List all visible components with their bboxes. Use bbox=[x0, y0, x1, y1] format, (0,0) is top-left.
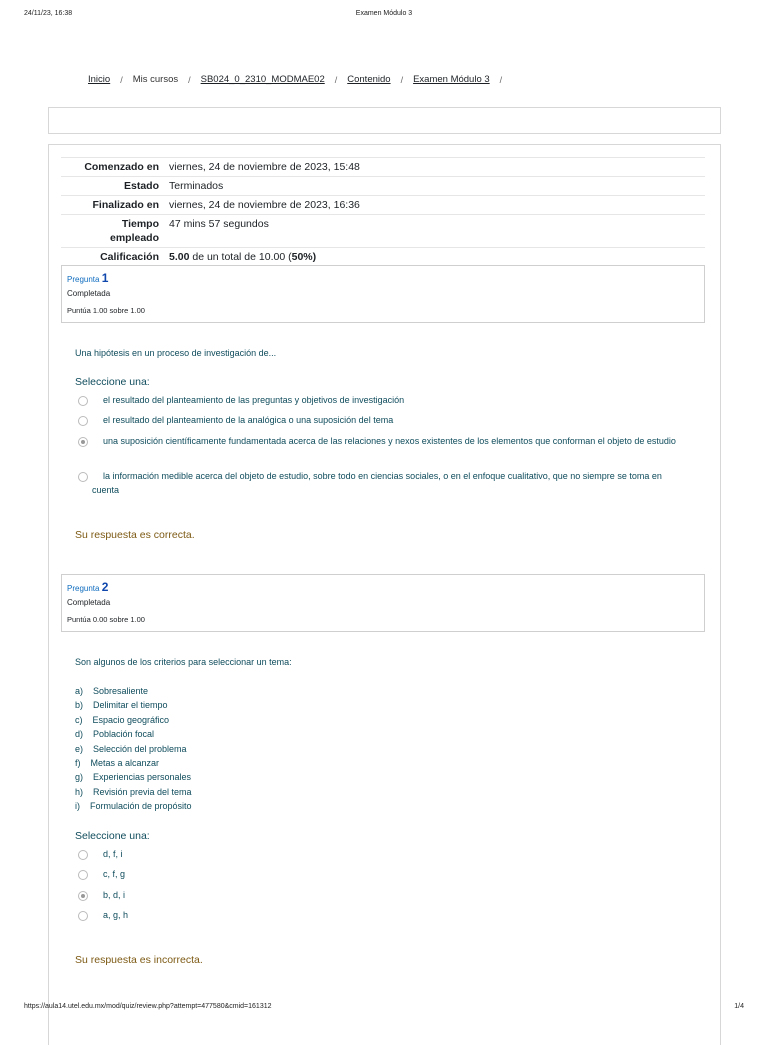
list-item: i) Formulación de propósito bbox=[75, 801, 192, 812]
finished-value: viernes, 24 de noviembre de 2023, 16:36 bbox=[165, 196, 705, 215]
grade-value bbox=[165, 248, 705, 267]
question-2-prompt: Seleccione una: bbox=[75, 830, 150, 842]
grade-score: 5.00 bbox=[169, 251, 190, 263]
option-label: una suposición científicamente fundamentada acerca de las relaciones y nexos existentes de los elementos que conforman el objeto de estudio bbox=[103, 436, 676, 446]
question-prefix: Pregunta bbox=[67, 275, 100, 284]
print-date: 24/11/23, 16:38 bbox=[24, 10, 73, 17]
breadcrumb bbox=[88, 74, 512, 85]
print-header bbox=[0, 10, 768, 22]
time-value: 47 mins 57 segundos bbox=[165, 215, 705, 248]
question-2-feedback: Su respuesta es incorrecta. bbox=[75, 954, 203, 966]
breadcrumb-separator: / bbox=[334, 74, 338, 85]
summary-row-time bbox=[61, 215, 705, 248]
question-2-number bbox=[67, 580, 108, 594]
summary-row-state bbox=[61, 177, 705, 196]
breadcrumb-separator: / bbox=[400, 74, 404, 85]
started-label: Comenzado en bbox=[61, 158, 165, 177]
question-1-grade: Puntúa 1.00 sobre 1.00 bbox=[67, 306, 145, 315]
grade-total: de un total de 10.00 ( bbox=[189, 251, 292, 263]
question-number: 2 bbox=[101, 580, 109, 594]
question-1-info bbox=[61, 265, 705, 323]
summary-row-finished bbox=[61, 196, 705, 215]
question-1-state: Completada bbox=[67, 289, 111, 298]
print-page-number: 1/4 bbox=[734, 1003, 744, 1010]
question-number: 1 bbox=[101, 271, 109, 285]
summary-row-grade bbox=[61, 248, 705, 267]
question-prefix: Pregunta bbox=[67, 584, 100, 593]
time-label-line2: empleado bbox=[109, 232, 159, 244]
question-1-text: Una hipótesis en un proceso de investigación de... bbox=[75, 348, 277, 358]
grade-label: Calificación bbox=[61, 248, 165, 267]
option-label: a, g, h bbox=[103, 910, 129, 920]
print-url: https://aula14.utel.edu.mx/mod/quiz/review.php?attempt=477580&cmid=161312 bbox=[24, 1003, 272, 1010]
list-item: c) Espacio geográfico bbox=[75, 714, 170, 725]
radio-button[interactable] bbox=[78, 850, 88, 860]
radio-button[interactable] bbox=[78, 870, 88, 880]
radio-button-selected[interactable] bbox=[78, 437, 88, 447]
option-label: la información medible acerca del objeto de estudio, sobre todo en ciencias sociales, o en el enfoque cualitativo, que no siempre se toma en cuenta bbox=[92, 471, 662, 495]
breadcrumb-examen[interactable]: Examen Módulo 3 bbox=[413, 74, 490, 85]
radio-button[interactable] bbox=[78, 472, 88, 482]
radio-button[interactable] bbox=[78, 396, 88, 406]
grade-percent: 50 bbox=[291, 251, 304, 263]
breadcrumb-mis-cursos: Mis cursos bbox=[132, 74, 179, 85]
state-label: Estado bbox=[61, 177, 165, 196]
print-title: Examen Módulo 3 bbox=[355, 10, 413, 17]
breadcrumb-separator: / bbox=[188, 74, 191, 85]
empty-panel bbox=[48, 107, 721, 134]
list-item: f) Metas a alcanzar bbox=[75, 757, 160, 768]
finished-label: Finalizado en bbox=[61, 196, 165, 215]
question-2-state: Completada bbox=[67, 598, 111, 607]
question-1-feedback: Su respuesta es correcta. bbox=[75, 529, 195, 541]
list-item: d) Población focal bbox=[75, 729, 155, 740]
started-value: viernes, 24 de noviembre de 2023, 15:48 bbox=[165, 158, 705, 177]
question-1-prompt: Seleccione una: bbox=[75, 376, 150, 388]
option-label: el resultado del planteamiento de las preguntas y objetivos de investigación bbox=[103, 395, 405, 405]
radio-button[interactable] bbox=[78, 911, 88, 921]
time-label bbox=[61, 215, 165, 248]
list-item: e) Selección del problema bbox=[75, 743, 187, 754]
option-label: d, f, i bbox=[103, 849, 123, 859]
breadcrumb-contenido[interactable]: Contenido bbox=[347, 74, 391, 85]
question-2-info bbox=[61, 574, 705, 632]
question-2-text: Son algunos de los criterios para seleccionar un tema: bbox=[75, 657, 292, 667]
radio-button[interactable] bbox=[78, 416, 88, 426]
breadcrumb-inicio[interactable]: Inicio bbox=[88, 74, 111, 85]
breadcrumb-separator: / bbox=[499, 74, 503, 85]
question-1-number bbox=[67, 271, 108, 285]
time-label-line1: Tiempo bbox=[121, 218, 159, 230]
option-label: c, f, g bbox=[103, 869, 126, 879]
state-value: Terminados bbox=[165, 177, 705, 196]
list-item: g) Experiencias personales bbox=[75, 772, 192, 783]
summary-row-started bbox=[61, 158, 705, 177]
breadcrumb-separator: / bbox=[120, 74, 123, 85]
option-label: b, d, i bbox=[103, 890, 126, 900]
attempt-summary-table bbox=[61, 157, 705, 267]
list-item: b) Delimitar el tiempo bbox=[75, 700, 168, 711]
print-footer bbox=[0, 1003, 768, 1015]
breadcrumb-course[interactable]: SB024_0_2310_MODMAE02 bbox=[200, 74, 325, 85]
grade-percent-suffix: %) bbox=[303, 251, 317, 263]
question-2-grade: Puntúa 0.00 sobre 1.00 bbox=[67, 615, 145, 624]
question-2-criteria-list bbox=[75, 684, 192, 814]
list-item: h) Revisión previa del tema bbox=[75, 786, 192, 797]
list-item: a) Sobresaliente bbox=[75, 686, 149, 696]
option-label: el resultado del planteamiento de la analógica o una suposición del tema bbox=[103, 415, 394, 425]
radio-button-selected[interactable] bbox=[78, 891, 88, 901]
